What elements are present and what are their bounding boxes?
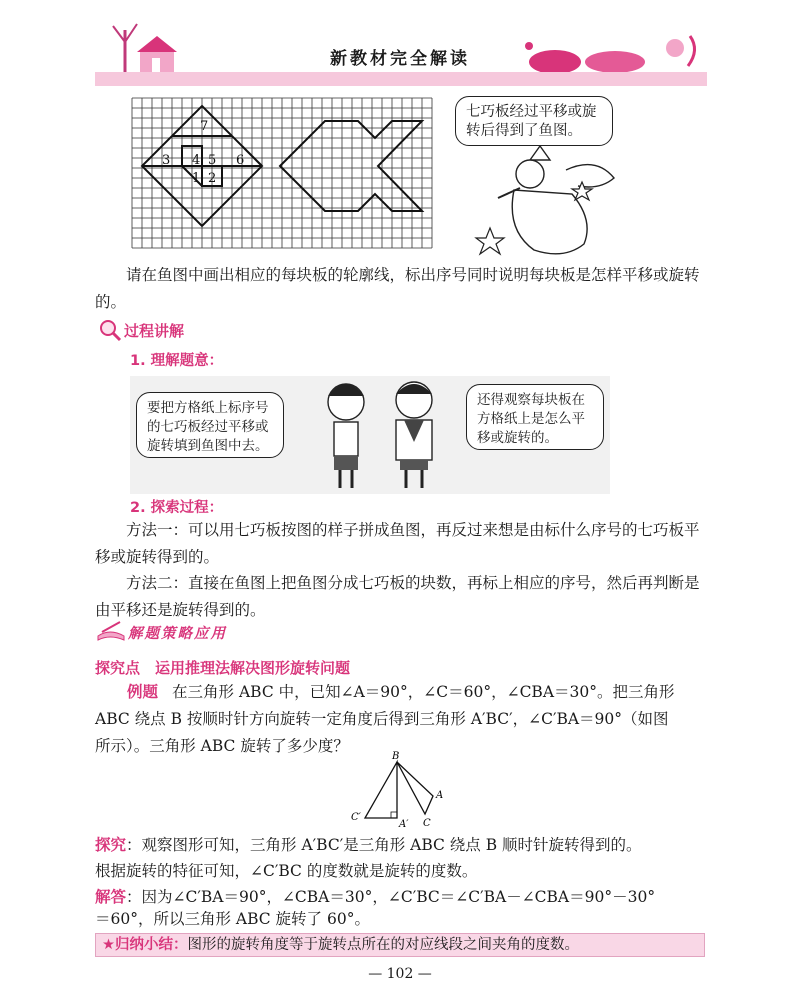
summary-label: ★归纳小结： bbox=[102, 937, 188, 953]
piece-label-6: 6 bbox=[236, 153, 245, 168]
explore-line1 bbox=[95, 832, 710, 859]
example-line2: ABC 绕点 B 按顺时针方向旋转一定角度后得到三角形 A′BC′，∠C′BA＝90°（如图 bbox=[95, 710, 669, 728]
example-line1 bbox=[95, 679, 710, 706]
tangram-grid-figure bbox=[130, 96, 440, 256]
piece-label-7: 7 bbox=[200, 119, 209, 134]
piece-label-3: 3 bbox=[162, 153, 171, 168]
explore-text-1: ：观察图形可知，三角形 A′BC′是三角形 ABC 绕点 B 顺时针旋转得到的。 bbox=[126, 836, 642, 854]
method2-text: 方法二：直接在鱼图上把鱼图分成七巧板的块数，再标上相应的序号，然后再判断是由平移还是旋转得到的。 bbox=[95, 574, 700, 619]
kids-dialogue-panel bbox=[130, 376, 610, 494]
summary-text: 图形的旋转角度等于旋转点所在的对应线段之间夹角的度数。 bbox=[187, 937, 579, 953]
summary-box bbox=[95, 933, 705, 957]
boy-speech-bubble bbox=[466, 384, 604, 450]
answer-line2: ＝60°，所以三角形 ABC 旋转了 60°。 bbox=[95, 910, 370, 928]
method1-text: 方法一：可以用七巧板按图的样子拼成鱼图，再反过来想是由标什么序号的七巧板平移或旋转得到的。 bbox=[95, 521, 700, 566]
angel-bubble-text: 七巧板经过平移或旋转后得到了鱼图。 bbox=[466, 104, 597, 139]
example-label: 例题 bbox=[127, 683, 159, 701]
boy-bubble-text: 还得观察每块板在方格纸上是怎么平移或旋转的。 bbox=[477, 392, 585, 446]
strategy-heading: 解题策略应用 bbox=[128, 626, 227, 642]
question-text: 请在鱼图中画出相应的每块板的轮廓线，标出序号同时说明每块板是怎样平移或旋转的。 bbox=[95, 266, 700, 311]
example-text-1: 在三角形 ABC 中，已知∠A＝90°，∠C＝60°，∠CBA＝30°。把三角形 bbox=[172, 683, 675, 701]
label-C-prime: C′ bbox=[351, 812, 361, 823]
label-A: A bbox=[436, 790, 444, 801]
process-heading: 过程讲解 bbox=[124, 322, 185, 340]
piece-label-1: 1 bbox=[192, 171, 201, 186]
girl-illustration bbox=[316, 376, 376, 494]
label-A-prime: A′ bbox=[399, 819, 409, 830]
explore-label: 探究 bbox=[95, 836, 127, 854]
header-bar bbox=[95, 72, 707, 86]
girl-bubble-text: 要把方格纸上标序号的七巧板经过平移或旋转填到鱼图中去。 bbox=[147, 400, 269, 454]
page-number: — 102 — bbox=[368, 966, 432, 982]
step1-label: 1. 理解题意： bbox=[130, 353, 224, 369]
answer-label: 解答 bbox=[95, 888, 127, 906]
piece-label-5: 5 bbox=[208, 153, 217, 168]
example-line3: 所示）。三角形 ABC 旋转了多少度？ bbox=[95, 737, 349, 755]
boy-illustration bbox=[382, 376, 446, 494]
piece-label-2: 2 bbox=[208, 171, 217, 186]
rotated-triangle-figure bbox=[345, 750, 465, 830]
angel-violin-illustration bbox=[470, 146, 620, 258]
magnifier-icon bbox=[98, 318, 122, 342]
girl-speech-bubble bbox=[136, 392, 284, 458]
book-pen-icon bbox=[96, 620, 126, 642]
angel-speech-bubble bbox=[455, 96, 613, 146]
answer-text-1: ：因为∠C′BA＝90°，∠CBA＝30°，∠C′BC＝∠C′BA－∠CBA＝90°－30° bbox=[126, 888, 656, 906]
label-B: B bbox=[392, 751, 400, 762]
explore-line2: 根据旋转的特征可知，∠C′BC 的度数就是旋转的度数。 bbox=[95, 862, 478, 880]
label-C: C bbox=[423, 818, 431, 829]
step2-label: 2. 探索过程： bbox=[130, 500, 224, 516]
page-header-title: 新教材完全解读 bbox=[330, 49, 470, 69]
piece-label-4: 4 bbox=[192, 153, 201, 168]
topic-title: 探究点 运用推理法解决图形旋转问题 bbox=[95, 659, 351, 677]
